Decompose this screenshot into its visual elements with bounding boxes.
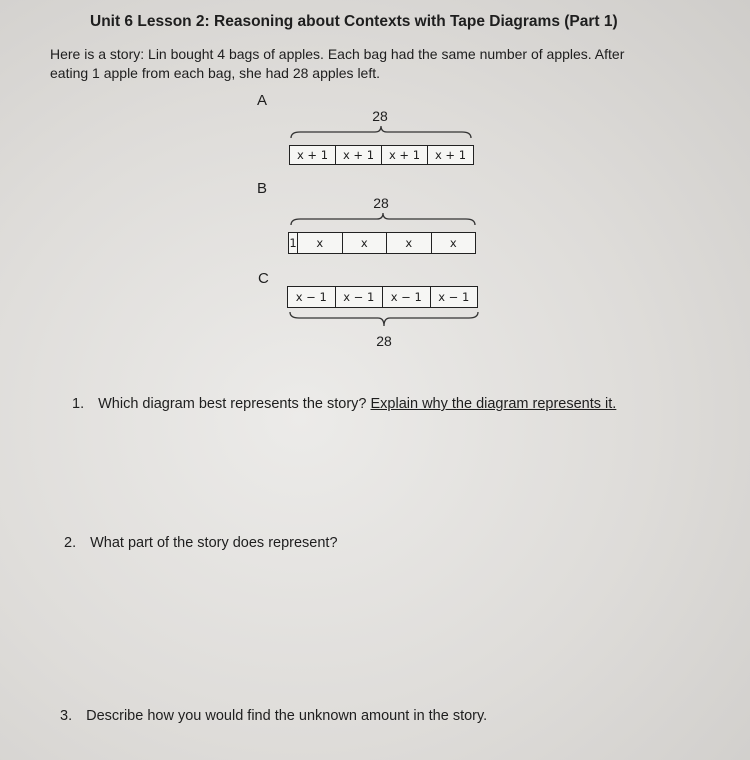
story-text [50, 45, 690, 83]
question-number: 3. [60, 708, 73, 724]
tape-cell: x [431, 233, 476, 253]
question-text: Which diagram best represents the story? [98, 396, 367, 412]
tape-cell: x + 1 [296, 148, 329, 162]
tape-cell: x + 1 [381, 146, 427, 164]
tape-cell: x − 1 [382, 287, 430, 307]
diagram-c-brace [289, 310, 479, 330]
question-1 [72, 396, 616, 412]
question-number: 2. [64, 535, 77, 551]
diagram-c-tape [287, 286, 478, 308]
diagram-a-label: A [257, 92, 268, 109]
diagram-a-total: 28 [372, 108, 388, 124]
diagram-b-tape [288, 232, 476, 254]
tape-cell: x [297, 233, 342, 253]
question-number: 1. [72, 396, 85, 412]
question-text: What part of the story does represent? [90, 535, 338, 551]
tape-cell: x − 1 [430, 287, 478, 307]
page-title: Unit 6 Lesson 2: Reasoning about Contexts with Tape Diagrams (Part 1) [90, 13, 618, 30]
tape-cell: 1 [289, 236, 297, 250]
diagram-a-brace [290, 124, 472, 142]
question-emphasis: Explain why the diagram represents it. [370, 396, 617, 412]
tape-cell: x + 1 [427, 146, 473, 164]
question-2 [64, 535, 338, 551]
diagram-b-label: B [257, 180, 268, 197]
tape-cell: x − 1 [335, 287, 383, 307]
story-line-2: eating 1 apple from each bag, she had 28 apples left. [50, 65, 381, 81]
tape-cell: x − 1 [295, 290, 327, 304]
diagram-c-total: 28 [376, 333, 392, 349]
question-text: Describe how you would find the unknown amount in the story. [86, 708, 488, 724]
tape-cell: x [386, 233, 431, 253]
diagram-c-label: C [258, 270, 269, 287]
tape-cell: x + 1 [335, 146, 381, 164]
tape-cell: x [342, 233, 387, 253]
story-line-1: Here is a story: Lin bought 4 bags of apples. Each bag had the same number of apples. After [50, 46, 625, 62]
question-3 [60, 708, 487, 724]
diagram-a-tape [289, 145, 474, 165]
diagram-b-brace [290, 211, 476, 229]
diagram-b-total: 28 [373, 195, 389, 211]
